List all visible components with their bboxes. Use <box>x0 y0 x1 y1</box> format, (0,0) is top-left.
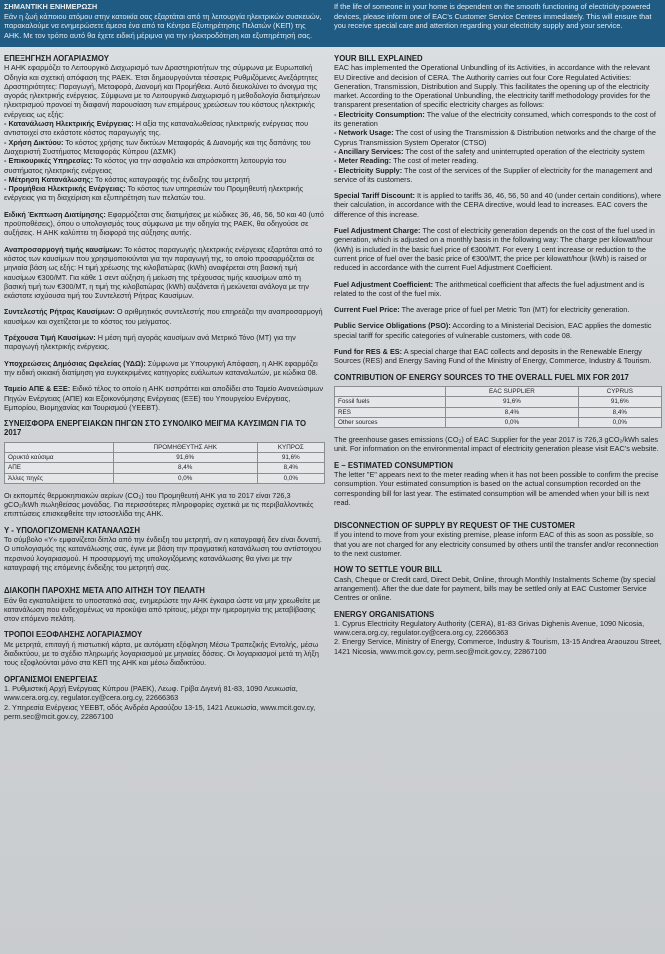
estimated-text-en: The letter "E" appears next to the meter reading when it has not been possible to confirm the precise consumption. Your estimated consumption is based on the actual consumption recorded on the corresponding bill for last year. The estimated consumption will be amended when your bill is next read. <box>334 469 659 507</box>
explain-title-gr: ΕΠΕΞΗΓΗΣΗ ΛΟΓΑΡΙΑΣΜΟΥ <box>4 54 109 63</box>
charge-term: - Κατανάλωση Ηλεκτρικής Ενέργειας: <box>4 119 134 129</box>
charges-list-gr <box>4 119 325 203</box>
organisation-item: 2. Υπηρεσία Ενέργειας ΥΕΕΒΤ, οδός Ανδρέα Αραούζου 13-15, 1421 Λευκωσία, www.mcit.gov.cy, perm.sec@mcit.gov.cy, 22867100 <box>4 702 316 721</box>
table-cell: ΑΠΕ <box>5 463 114 473</box>
table-row <box>5 473 325 483</box>
table-cell: 91,6% <box>113 452 257 462</box>
table-cell: Other sources <box>335 417 446 427</box>
fuel-price-text-en: The average price of fuel per Metric Ton (MT) for electricity generation. <box>399 305 630 315</box>
table-cell: Fossil fuels <box>335 397 446 407</box>
notice-english: If the life of someone in your home is dependent on the smooth functioning of electricity-powered devices, please inform one of EAC's Customer Service Centres immediately. This will ensure that you receive special care and attention regarding your electricity supply and your service. <box>334 2 652 31</box>
table-row <box>335 397 662 407</box>
charge-term: - Προμήθεια Ηλεκτρικής Ενέργειας: <box>4 184 126 194</box>
fund-gr <box>4 384 325 412</box>
charge-text: Η αξία της καταναλωθείσας ηλεκτρικής ενέργειας που αντιστοιχεί στο εκάστοτε κόστος παραγωγής της. <box>4 119 309 138</box>
estimated-title-en: E – ESTIMATED CONSUMPTION <box>334 460 453 470</box>
payment-title-gr: ΤΡΟΠΟΙ ΕΞΟΦΛΗΣΗΣ ΛΟΓΑΡΙΑΣΜΟΥ <box>4 630 143 640</box>
fund-text-gr: Ειδικό τέλος το οποίο η ΑΗΚ εισπράττει και αποδίδει στο Ταμείο Ανανεώσιμων Πηγών Ενέργειας (ΑΠΕ) και Εξοικονόμησης Ενέργειας (ΕΞΕ) του Υπουργείου Ενέργειας, Εμπορίου, Βιομηχανίας και Τουρισμού (ΥΕΕΒΤ). <box>4 384 323 412</box>
pso-text-gr: Σύμφωνα με Υπουργική Απόφαση, η ΑΗΚ εφαρμόζει την ειδική οικιακή διατίμηση για ευγκεκριμένες κατηγορίες ευάλωτων καταναλωτών, με κώδικα 08. <box>4 358 318 377</box>
table-cell: 91,6% <box>257 452 324 462</box>
charge-term: - Network Usage: <box>334 128 394 138</box>
greek-column <box>4 54 325 721</box>
table-header-cell <box>5 442 114 452</box>
pso-term-gr: Υποχρεώσεις Δημόσιας Ωφελείας (ΥΔΩ): <box>4 358 146 368</box>
coef-en <box>334 280 662 299</box>
charge-item <box>334 166 662 185</box>
table-cell: 91,6% <box>446 397 578 407</box>
table-cell: 0,0% <box>257 473 324 483</box>
charge-term: - Ancillary Services: <box>334 146 404 156</box>
table-cell: 8,4% <box>257 463 324 473</box>
notice-greek <box>4 2 324 40</box>
notice-text-greek: Εάν η ζωή κάποιου ατόμου στην κατοικία σας εξαρτάται από τη λειτουργία ηλεκτρικών συσκευών, παρακαλούμε να ενημερώσετε άμεσα ένα από τα Κέντρα Εξυπηρέτησης Πελατών (ΚΕΠ) της ΑΗΚ. Με τον τρόπο αυτό θα έχετε ειδική μέριμνα για την ηλεκτροδότηση και εξυπηρέτησή σας. <box>4 11 322 40</box>
charge-text: The cost of meter reading. <box>391 156 479 166</box>
table-cell: 8,4% <box>578 407 661 417</box>
charge-item <box>334 110 662 129</box>
discount-term-en: Special Tariff Discount: <box>334 191 415 201</box>
fuel-price-term-en: Current Fuel Price: <box>334 305 400 315</box>
fund-term-en: Fund for RES & ES: <box>334 347 403 357</box>
disconnection-text-en: If you intend to move from your existing premise, please inform EAC of this as soon as possible, so that you are not charged for any electricity consumed by others until the transfer and/or reconnection to the next customer. <box>334 530 659 559</box>
table-cell: Άλλες πηγές <box>5 473 114 483</box>
charge-text: Το κόστος καταγραφής της ένδειξης του μετρητή <box>93 174 250 184</box>
charge-text: Το κόστος των υπηρεσιών του Προμηθευτή ηλεκτρικής ενέργειας για τη διαχείριση και εξυπηρέτηση των πελατών του. <box>4 184 304 203</box>
notice-title: ΣΗΜΑΝΤΙΚΗ ΕΝΗΜΕΡΩΣΗ <box>4 2 98 11</box>
important-notice-banner <box>0 0 665 47</box>
table-row <box>5 463 325 473</box>
charge-text: The cost of using the Transmission & Distribution networks and the charge of the Cyprus Transmission System Operator (CTSO) <box>334 128 656 147</box>
charge-item <box>4 138 325 157</box>
estimated-title-gr: Y - ΥΠΟΛΟΓΙΖΟΜΕΝΗ ΚΑΤΑΝΑΛΩΣΗ <box>4 525 140 535</box>
charge-item <box>334 128 662 147</box>
table-header-row <box>5 442 325 452</box>
coef-text-en: The arithmetical coefficient that affects the fuel adjustment and is related to the cost of the fuel mix. <box>334 279 645 298</box>
english-column <box>334 54 662 656</box>
disconnection-title-gr: ΔΙΑΚΟΠΗ ΠΑΡΟΧΗΣ ΜΕΤΑ ΑΠΟ ΑΙΤΗΣΗ ΤΟΥ ΠΕΛΑΤΗ <box>4 586 205 596</box>
table-header-row <box>335 386 662 396</box>
table-header-cell <box>335 386 446 396</box>
payment-text-en: Cash, Cheque or Credit card, Direct Debit, Online, through Monthly Instalments Scheme (by special arrangement). After the due date for payment, bills may be settled only at EAC Customer Service Centres or online. <box>334 574 656 603</box>
coef-gr <box>4 307 325 326</box>
table-row <box>335 407 662 417</box>
coef-term-gr: Συντελεστής Ρήτρας Καυσίμων: <box>4 307 115 317</box>
fuel-price-gr <box>4 333 325 352</box>
charge-text: The cost of the safety and uninterrupted operation of the electricity system <box>403 146 645 156</box>
fund-text-en: A special charge that EAC collects and deposits in the Renewable Energy Sources (RES) and Energy Saving Fund of the Ministry of Energy, Commerce, Industry & Tourism. <box>334 347 652 366</box>
discount-gr <box>4 210 325 238</box>
table-cell: 91,6% <box>578 397 661 407</box>
fuel-mix-table-gr <box>4 442 325 484</box>
organisation-item: 2. Energy Service, Ministry of Energy, Commerce, Industry & Tourism, 13-15 Andrea Araouzou Street, 1421 Nicosia, www.mcit.gov.cy, perm.sec@mcit.gov.cy, 22867100 <box>334 637 662 656</box>
pso-text-en: According to a Ministerial Decision, EAC applies the domestic special tariff for specific categories of vulnerable customers, with code 08. <box>334 321 652 340</box>
fuel-adjust-en <box>334 226 662 272</box>
charge-item <box>334 147 662 156</box>
discount-text-gr: Εφαρμόζεται στις διατιμήσεις με κώδικες 36, 46, 56, 50 και 40 (υπό προϋποθέσεις), όπου ο υπολογισμός τους σύμφωνα με την οδηγία της ΡΑΕΚ, θα οδηγούσε σε αυξήσεις. Η ΑΗΚ καλύπτει τη διαφορά της αύξησης αυτής. <box>4 209 324 238</box>
fuel-price-text-gr: Η μέση τιμή αγοράς καυσίμων ανά Μετρικό Τόνο (ΜΤ) για την παραγωγή ηλεκτρικής ενέργειας. <box>4 333 296 352</box>
explain-title-en: YOUR BILL EXPLAINED <box>334 54 423 63</box>
estimated-text-gr: Το σύμβολο «Y» εμφανίζεται δίπλα από την ένδειξη του μετρητή, αν η καταγραφή δεν είναι δυνατή. Ο υπολογισμός της κατανάλωσης σας, έγινε με βάση την πραγματική κατανάλωση του αντίστοιχου περσινού λογαριασμού. Η προσαρμογή της υπολογιζόμενης κατανάλωσης θα γίνει με την καταγραφή της επόμενης ένδειξης του μετρητή σας. <box>4 535 322 572</box>
table-cell: RES <box>335 407 446 417</box>
charge-item <box>334 156 662 165</box>
pso-en <box>334 321 662 340</box>
discount-text-en: It is applied to tariffs 36, 46, 56, 50 and 40 (under certain conditions), where their calculation, in accordance with the CERA directive, would lead to increases. EAC covers the difference of this increase. <box>334 191 662 219</box>
charge-item <box>4 156 325 175</box>
fuel-price-term-gr: Τρέχουσα Τιμή Καυσίμων: <box>4 333 96 343</box>
ghg-text-gr: Οι εκπομπές θερμοκηπιακών αερίων (CO₂) του Προμηθευτή ΑΗΚ για το 2017 είναι 726,3 gCO₂/kWh πωληθείσας μονάδας. Για περισσότερες πληροφορίες σχετικά με τις περιβαλλοντικές επιπτώσεις επισκεφθείτε την ιστοσελίδα της ΑΗΚ. <box>4 490 314 519</box>
pso-term-en: Public Service Obligations (PSO): <box>334 321 451 331</box>
charge-item <box>4 184 325 203</box>
table-header-cell: CYPRUS <box>578 386 661 396</box>
table-row <box>5 452 325 462</box>
charge-text: The cost of the services of the Supplier of electricity for the management and service of its customers. <box>334 165 653 184</box>
charge-text: Το κόστος χρήσης των δικτύων Μεταφοράς & Διανομής και της δαπάνης του Διαχειριστή Συστήματος Μεταφοράς Κύπρου (ΔΣΜΚ) <box>4 137 311 156</box>
table-cell: 0,0% <box>113 473 257 483</box>
table-row <box>335 417 662 427</box>
table-header-cell: ΚΥΠΡΟΣ <box>257 442 324 452</box>
organisations-title-gr: ΟΡΓΑΝΙΣΜΟΙ ΕΝΕΡΓΕΙΑΣ <box>4 674 98 684</box>
charge-term: - Επικουρικές Υπηρεσίες: <box>4 156 93 166</box>
table-header-cell: EAC SUPPLIER <box>446 386 578 396</box>
mix-title-gr: ΣΥΝΕΙΣΦΟΡΑ ΕΝΕΡΓΕΙΑΚΩΝ ΠΗΓΩΝ ΣΤΟ ΣΥΝΟΛΙΚΟ ΜΕΙΓΜΑ ΚΑΥΣΙΜΩΝ ΓΙΑ ΤΟ 2017 <box>4 419 307 438</box>
charge-term: - Electricity Supply: <box>334 165 403 175</box>
coef-term-en: Fuel Adjustment Coefficient: <box>334 279 434 289</box>
fuel-price-en <box>334 305 662 314</box>
table-cell: 8,4% <box>446 407 578 417</box>
organisation-item: 1. Cyprus Electricity Regulatory Authority (CERA), 81-83 Grivas Dighenis Avenue, 1090 Nicosia, www.cera.org.cy, regulator.cy@cera.org.cy, 22666363 <box>334 618 645 638</box>
fuel-mix-table-en <box>334 386 662 428</box>
charge-term: - Χρήση Δικτύου: <box>4 137 64 147</box>
table-cell: 0,0% <box>578 417 661 427</box>
fund-term-gr: Ταμείο ΑΠΕ & ΕΞΕ: <box>4 384 71 394</box>
table-cell: 0,0% <box>446 417 578 427</box>
fuel-adjust-term-en: Fuel Adjustment Charge: <box>334 226 421 236</box>
table-header-cell: ΠΡΟΜΗΘΕΥΤΗΣ ΑΗΚ <box>113 442 257 452</box>
disconnection-text-gr: Εάν θα εγκαταλείψετε το υποστατικό σας, ενημερώστε την ΑΗΚ έγκαιρα ώστε να μην χρεωθείτε με κατανάλωση που ενδεχομένως να προκύψει από τρίτους, μέχρι την ημερομηνία της μεταβίβασης στον επόμενο πελάτη. <box>4 595 321 624</box>
table-cell: Ορυκτά καύσιμα <box>5 452 114 462</box>
organisation-item: 1. Ρυθμιστική Αρχή Ενέργειας Κύπρου (ΡΑΕΚ), Λεωφ. Γρίβα Διγενή 81-83, 1090 Λευκωσία, www.cera.org.cy, regulator.cy@cera.org.cy, 22666363 <box>4 683 298 703</box>
coef-text-gr: Ο αριθμητικός συντελεστής που επηρεάζει την αναπροσαρμογή καυσίμων και σχετίζεται με το κόστος του μείγματος. <box>4 307 323 326</box>
payment-text-gr: Με μετρητά, επιταγή ή πιστωτική κάρτα, με αυτόματη εξόφληση Μέσω Τραπεζικής Εντολής, μέσω διαδικτύου, με το σχέδιο πληρωμής λογαριασμού με μηνιαίες δόσεις. Οι λογαριασμοί μετά τη λήξη τους εξοφλούνται μόνο στα ΚΕΠ της ΑΗΚ και μέσω διαδικτύου. <box>4 639 319 668</box>
discount-en <box>334 191 662 219</box>
payment-title-en: HOW TO SETTLE YOUR BILL <box>334 565 443 575</box>
charge-item <box>4 119 325 138</box>
fuel-adjust-text-gr: Το κόστος παραγωγής ηλεκτρικής ενέργειας εξαρτάται από το κόστος των καυσίμων που χρησιμοποιούνται για την παραγωγή της, το οποίο προσαρμόζεται σε μηνιαία βάση ως εξής: Η τιμή χρέωσης της κιλοβατώρας (kWh) αναφέρεται στη βασική τιμή καυσίμων €300/ΜΤ. Για κάθε 1 σεντ αύξηση ή μείωση της τρέχουσας τιμής καυσίμων από τη βασική τιμή των €300/ΜΤ, η τιμή της κιλοβατώρας (kWh) αυξάνεται ή μειώνεται ανάλογα με την εκάστοτε ισχύουσα τιμή του Συντελεστή Ρήτρας Καυσίμων. <box>4 244 323 301</box>
charge-term: - Μέτρηση Κατανάλωσης: <box>4 174 94 184</box>
fuel-adjust-text-en: The cost of electricity generation depends on the cost of the fuel used in generation, which is adjusted on a monthly basis in the following way: The charge per kilowatt/hour (kWh) is included in the basic fuel price of €300/MT. For every 1 cent increase or reduction to the current price of fuel over the basic price of €300/MT, the price per kilowatt/hour (kWh) is raised or reduced in accordance with the current Fuel Adjustment Coefficient. <box>334 226 655 273</box>
fuel-adjust-gr <box>4 245 325 301</box>
explain-intro-gr: Η ΑΗΚ εφαρμόζει το Λειτουργικό Διαχωρισμό των Δραστηριοτήτων της σύμφωνα με Ευρωπαϊκή Οδηγία και σχετική απόφαση της ΡΑΕΚ. Έτσι δημιουργούνται τέσσερις Ρυθμιζόμενες Ανεξάρτητες Δραστηριότητες: Παραγωγή, Μεταφορά, Διανομή και Προμήθεια. Αυτό διευκολύνει το άνοιγμα της αγοράς ηλεκτρικής ενέργειας. Σύμφωνα με το Λειτουργικό Διαχωρισμό η μεθοδολογία διατιμήσεων ηλεκτρισμού προνοεί τη διαφανή παρουσίαση των επιμέρους χρεώσεων του κόστους ηλεκτρικής ενέργειας ως εξής: <box>4 63 321 119</box>
charge-term: - Electricity Consumption: <box>334 109 425 119</box>
charge-text: The value of the electricity consumed, which corresponds to the cost of its generation <box>334 109 656 129</box>
table-cell: 8,4% <box>113 463 257 473</box>
fund-en <box>334 347 662 366</box>
charge-term: - Meter Reading: <box>334 156 392 166</box>
charges-list-en <box>334 110 662 184</box>
disconnection-title-en: DISCONNECTION OF SUPPLY BY REQUEST OF THE CUSTOMER <box>334 521 576 531</box>
discount-term-gr: Ειδική Έκπτωση Διατίμησης: <box>4 209 106 219</box>
ghg-text-en: The greenhouse gases emissions (CO₂) of EAC Supplier for the year 2017 is 726,3 gCO₂/kWh sales unit. For information on the environmental impact of electricity generation please visit EAC's website. <box>334 435 659 454</box>
charge-text: Το κόστος για την ασφαλεία και απρόσκοπτη λειτουργία του συστήματος ηλεκτρικής ενέργειας <box>4 156 287 175</box>
fuel-adjust-term-gr: Αναπροσαρμογή τιμής καυσίμων: <box>4 244 123 254</box>
explain-intro-en: EAC has implemented the Operational Unbundling of its Activities, in accordance with the relevant EU Directive and decision of CERA. The Authority carries out four Core Regulated Activities: Generation, Transmission, Distribution and Supply. This facilitates the opening up of the electricity market. According to the Operational Unbundling, the electricity tariff methodology provides for the transparent presentation of specific electricity charges as follows: <box>334 63 651 110</box>
organisations-title-en: ENERGY ORGANISATIONS <box>334 609 435 619</box>
mix-title-en: CONTRIBUTION OF ENERGY SOURCES TO THE OVERALL FUEL MIX FOR 2017 <box>334 372 629 382</box>
charge-item <box>4 175 325 184</box>
pso-gr <box>4 359 325 378</box>
